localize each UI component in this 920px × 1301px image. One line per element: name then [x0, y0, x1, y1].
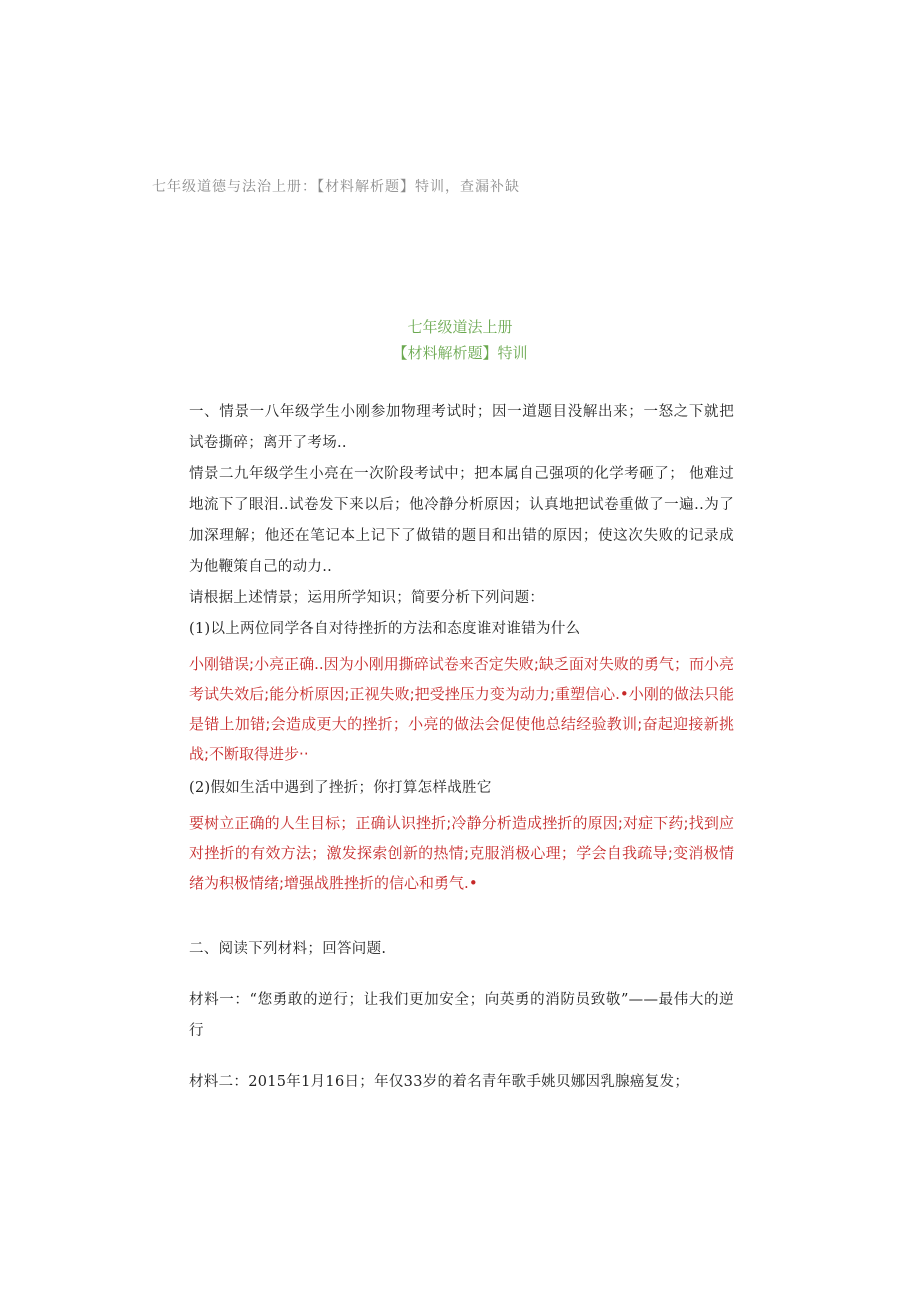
question-2: (2)假如生活中遇到了挫折；你打算怎样战胜它: [189, 780, 492, 796]
material-2: 材料二：2015年1月16日；年仅33岁的着名青年歌手姚贝娜因乳腺癌复发；: [189, 1074, 690, 1090]
section1-instruction: 请根据上述情景；运用所学知识；简要分析下列问题：: [189, 590, 545, 606]
title-line-2: 【材料解析题】特训: [392, 344, 528, 362]
section1-intro: 一、情景一八年级学生小刚参加物理考试时；因一道题目没解出来；一怒之下就把试卷撕碎；离开了考场..: [189, 404, 734, 451]
answer-1: 小刚错误;小亮正确..因为小刚用撕碎试卷来否定失败;缺乏面对失败的勇气；而小亮考试失效后;能分析原因;正视失败;把受挫压力变为动力;重塑信心.•小刚的做法只能是错上加错;会造成更大的挫折；小亮的做法会促使他总结经验教训;奋起迎接新挑战;不断取得进步··: [189, 655, 734, 763]
question-1: (1)以上两位同学各自对待挫折的方法和态度谁对谁错为什么: [189, 621, 581, 637]
title-line-1: 七年级道法上册: [407, 318, 513, 336]
section1-scene2: 情景二九年级学生小亮在一次阶段考试中；把本属自己强项的化学考砸了； 他难过地流下了眼泪..试卷发下来以后；他冷静分析原因；认真地把试卷重做了一遍..为了加深理解；他还在笔记本上记下了做错的题目和出错的原因；使这次失败的记录成为他鞭策自己的动力..: [189, 466, 734, 575]
answer-2: 要树立正确的人生目标；正确认识挫折;冷静分析造成挫折的原因;对症下药;找到应对挫折的有效方法；激发探索创新的热情;克服消极心理；学会自我疏导;变消极情绪为积极情绪;增强战胜挫折的信心和勇气.•: [189, 814, 734, 892]
title-block: [0, 314, 920, 366]
section2-intro: 二、阅读下列材料；回答问题.: [189, 941, 387, 957]
material-1: 材料一：“您勇敢的逆行；让我们更加安全；向英勇的消防员致敬”——最伟大的逆行: [189, 992, 734, 1039]
document-body: [189, 397, 734, 1098]
header-note: 七年级道德与法治上册：【材料解析题】特训，查漏补缺: [152, 179, 520, 195]
